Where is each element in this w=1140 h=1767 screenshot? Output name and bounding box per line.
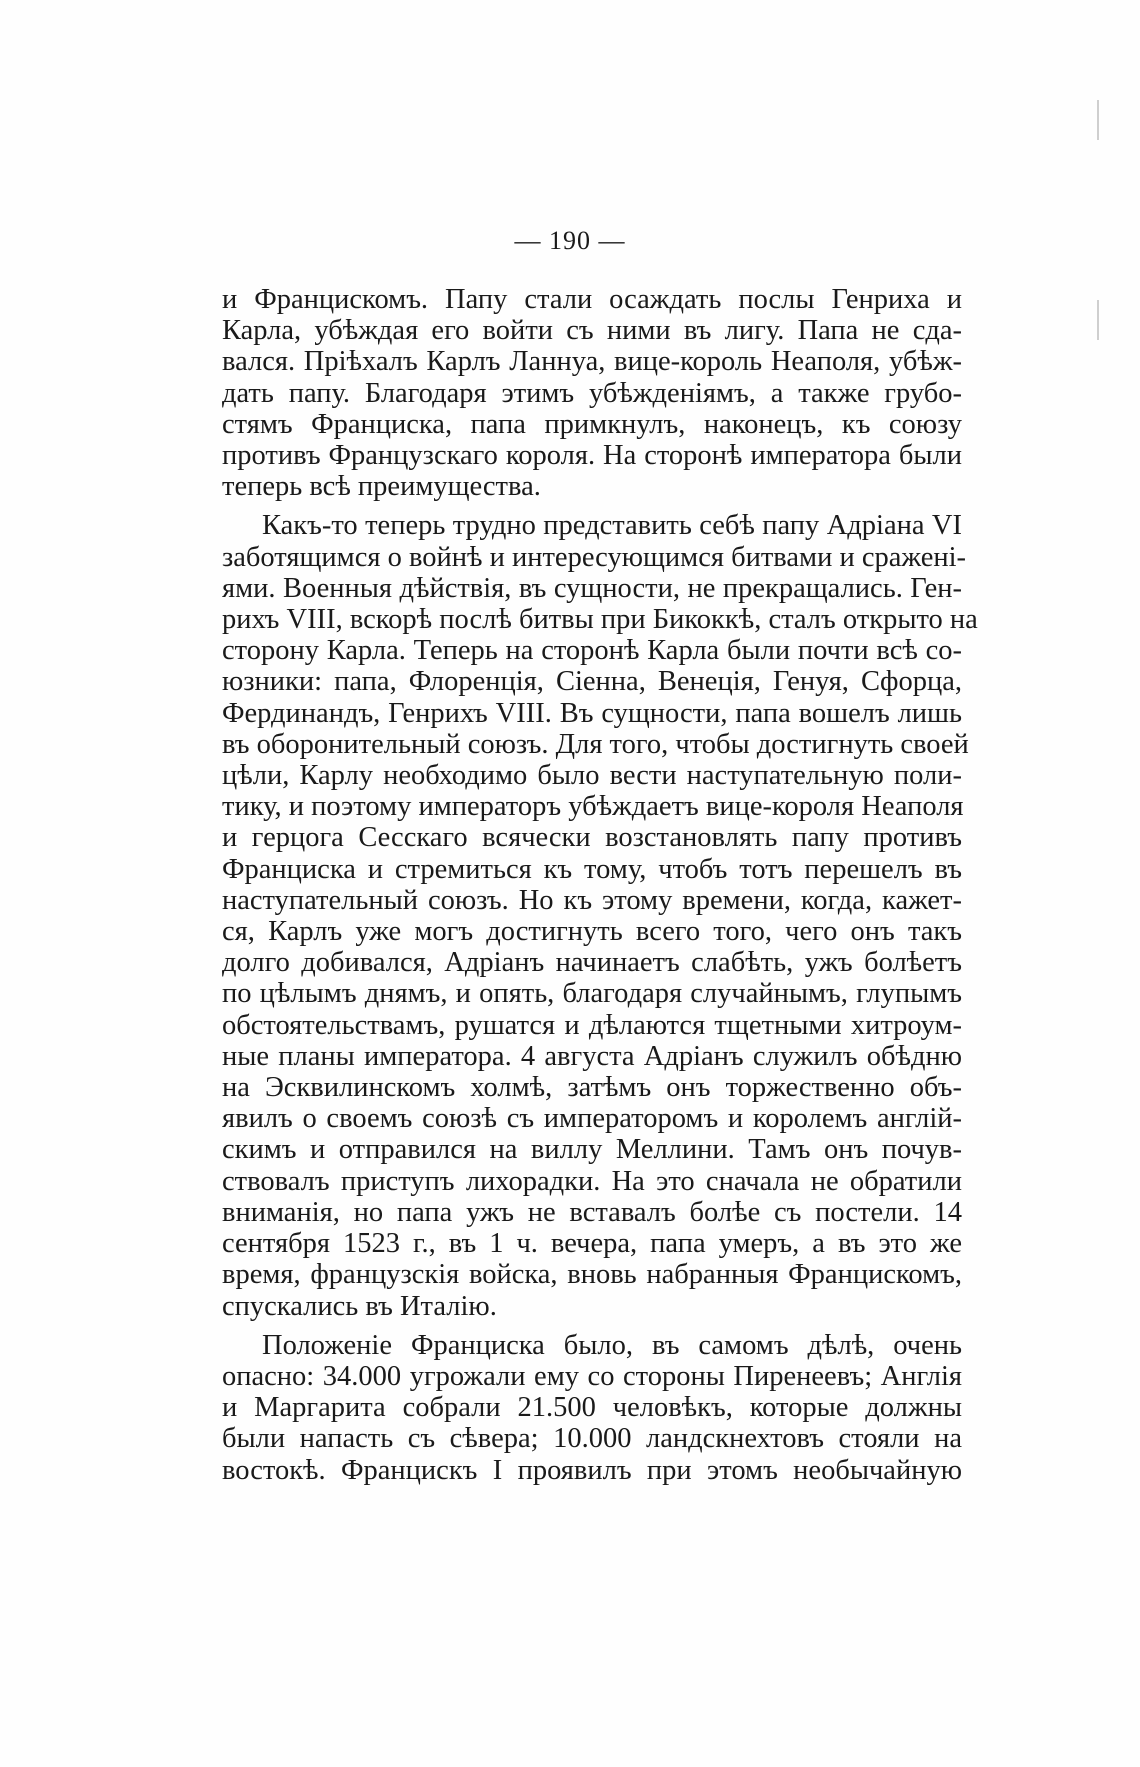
- paragraph-1: [222, 284, 962, 502]
- text-line: цѣли, Карлу необходимо было вести наступательную поли-: [222, 760, 962, 792]
- text-line: долго добивался, Адріанъ начинаетъ слабѣть, ужъ болѣетъ: [222, 947, 962, 979]
- text-line: скимъ и отправился на виллу Меллини. Тамъ онъ почув-: [222, 1134, 962, 1166]
- text-line: заботящимся о войнѣ и интересующимся битвами и сраженi-: [222, 541, 967, 573]
- text-line: и Францискомъ. Папу стали осаждать послы Генриха и: [222, 284, 962, 315]
- text-line: ные планы императора. 4 августа Адріанъ служилъ обѣдню: [222, 1040, 962, 1072]
- text-line: востокѣ. Францискъ I проявилъ при этомъ необычайную: [222, 1454, 962, 1486]
- text-line: стямъ Франциска, папа примкнулъ, наконецъ, къ союзу: [222, 408, 962, 440]
- text-line: тику, и поэтому императоръ убѣждаетъ вице-короля Неаполя: [222, 791, 964, 823]
- text-line: были напасть съ сѣвера; 10.000 ландскнехтовъ стояли на: [222, 1423, 962, 1455]
- scan-edge-mark: [1097, 300, 1099, 340]
- text-line: время, французскія войска, вновь набранныя Францискомъ,: [222, 1259, 962, 1291]
- text-line: Положеніе Франциска было, въ самомъ дѣлѣ, очень: [262, 1329, 962, 1361]
- text-line: въ оборонительный союзъ. Для того, чтобы достигнуть своей: [222, 728, 969, 760]
- text-line: дать папу. Благодаря этимъ убѣжденіямъ, а также грубо-: [222, 377, 962, 409]
- text-line: Карла, убѣждая его войти съ ними въ лигу. Папа не сда-: [222, 315, 962, 347]
- text-line: ями. Военныя дѣйствія, въ сущности, не прекращались. Ген-: [222, 572, 962, 604]
- text-line: ся, Карлъ уже могъ достигнуть всего того, чего онъ такъ: [222, 916, 962, 948]
- text-line: наступательный союзъ. Но къ этому времени, когда, кажет-: [222, 884, 962, 916]
- paragraph-2: [222, 510, 978, 1322]
- text-line: на Эсквилинскомъ холмѣ, затѣмъ онъ торжественно объ-: [222, 1072, 962, 1104]
- text-line: по цѣлымъ днямъ, и опять, благодаря случайнымъ, глупымъ: [222, 978, 962, 1010]
- text-line: явилъ о своемъ союзѣ съ императоромъ и королемъ англій-: [222, 1103, 962, 1135]
- text-line: сентября 1523 г., въ 1 ч. вечера, папа умеръ, а въ это же: [222, 1228, 962, 1260]
- text-line: опасно: 34.000 угрожали ему со стороны Пиренеевъ; Англія: [222, 1360, 962, 1392]
- body-text: [222, 284, 978, 1486]
- text-line: обстоятельствамъ, рушатся и дѣлаются тщетными хитроум-: [222, 1009, 962, 1041]
- text-line: Какъ-то теперь трудно представить себѣ папу Адріана VI: [262, 510, 962, 542]
- text-line: теперь всѣ преимущества.: [222, 471, 541, 503]
- text-line: и Маргарита собрали 21.500 человѣкъ, которые должны: [222, 1392, 962, 1424]
- text-line: юзники: папа, Флоренція, Сіенна, Венеція, Генуя, Сфорца,: [222, 666, 962, 698]
- text-line: спускались въ Италію.: [222, 1290, 497, 1322]
- text-line: рихъ VIII, вскорѣ послѣ битвы при Бикоккѣ, сталъ открыто на: [222, 604, 978, 636]
- text-line: сторону Карла. Теперь на сторонѣ Карла были почти всѣ со-: [222, 635, 962, 667]
- scan-edge-mark: [1097, 100, 1099, 140]
- text-line: противъ Французскаго короля. На сторонѣ императора были: [222, 440, 962, 472]
- paragraph-3: [222, 1330, 962, 1486]
- page-number: — 190 —: [514, 226, 626, 255]
- text-line: вался. Пріѣхалъ Карлъ Ланнуа, вице-король Неаполя, убѣж-: [222, 346, 962, 378]
- text-line: ствовалъ приступъ лихорадки. На это сначала не обратили: [222, 1165, 962, 1197]
- text-line: Фердинандъ, Генрихъ VIII. Въ сущности, папа вошелъ лишь: [222, 697, 962, 729]
- text-line: и герцога Сесскаго всячески возстановлять папу противъ: [222, 822, 962, 854]
- text-line: вниманія, но папа ужъ не вставалъ болѣе съ постели. 14: [222, 1196, 962, 1228]
- text-line: Франциска и стремиться къ тому, чтобъ тотъ перешелъ въ: [222, 853, 962, 885]
